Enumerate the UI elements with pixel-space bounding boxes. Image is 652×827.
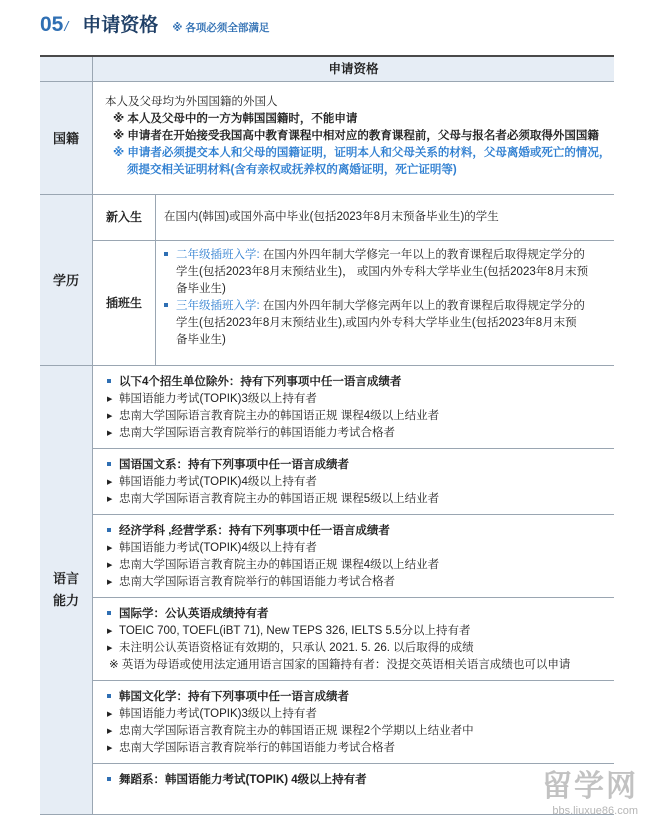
section-slash: / (64, 18, 69, 34)
nationality-line: ※ 申请者在开始接受我国高中教育课程中相对应的教育课程前，父母与报名者必须取得外国国籍 (113, 130, 599, 142)
freshman-label: 新入生 (93, 195, 156, 240)
transfer-line: 学生(包括2023年8月末预结业生),或国内外专科大学毕业生(包括2023年8月末预 (176, 317, 577, 329)
transfer-body (156, 241, 614, 365)
language-requirement-text: 忠南大学国际语言教育院主办的韩国语正规 课程5级以上结业者 (119, 493, 440, 505)
language-requirement (107, 640, 604, 657)
language-requirement (107, 391, 604, 408)
square-bullet-icon (107, 379, 111, 383)
square-bullet-icon (107, 777, 111, 781)
triangle-bullet-icon: ▶ (107, 430, 113, 437)
education-body (93, 195, 614, 365)
language-requirement (107, 706, 604, 723)
header-blank-cell (40, 57, 93, 81)
language-requirement-text: 忠南大学国际语言教育院主办的韩国语正规 课程4级以上结业者 (119, 559, 440, 571)
language-requirement (107, 474, 604, 491)
language-requirement-text: 韩国语能力考试(TOPIK)4级以上持有者 (119, 476, 317, 488)
table-header-row (40, 57, 614, 81)
transfer-line: 学生(包括2023年8月末预结业生)， 或国内外专科大学毕业生(包括2023年8月末预 (176, 266, 589, 278)
language-requirement-text: 韩国语能力考试(TOPIK)3级以上持有者 (119, 393, 317, 405)
section-header (40, 10, 269, 40)
transfer-line: 在国内外四年制大学修完两年以上的教育课程后取得规定学分的 (262, 300, 585, 312)
triangle-bullet-icon: ▶ (107, 711, 113, 718)
education-label: 学历 (40, 195, 93, 365)
section-title: 申请资格 (82, 15, 159, 36)
triangle-bullet-icon: ▶ (107, 628, 113, 635)
language-block-title (107, 689, 604, 706)
language-requirement-text: TOEIC 700, TOEFL(iBT 71), New TEPS 326, IELTS 5.5分以上持有者 (119, 625, 471, 637)
language-block-title-text: 经济学科 ,经营学系：持有下列事项中任一语言成绩者 (119, 525, 390, 537)
transfer-label: 插班生 (93, 241, 156, 365)
transfer-line: 备毕业生) (176, 283, 226, 295)
language-requirement (107, 740, 604, 757)
square-bullet-icon (107, 462, 111, 466)
transfer-lead: 三年级插班入学: (176, 300, 260, 312)
language-block-title (107, 772, 604, 789)
education-row (40, 194, 614, 365)
freshman-row (93, 195, 614, 240)
square-bullet-icon (107, 528, 111, 532)
language-block-title-text: 国语国文系：持有下列事项中任一语言成绩者 (119, 459, 349, 471)
transfer-item (164, 298, 606, 315)
transfer-item (164, 247, 606, 264)
language-block-title (107, 457, 604, 474)
language-block (93, 514, 614, 597)
transfer-lead: 二年级插班入学: (176, 249, 260, 261)
triangle-bullet-icon: ▶ (107, 496, 113, 503)
triangle-bullet-icon: ▶ (107, 728, 113, 735)
triangle-bullet-icon: ▶ (107, 479, 113, 486)
language-requirement (107, 557, 604, 574)
language-body (93, 366, 614, 814)
nationality-line: 须提交相关证明材料(含有亲权或抚养权的离婚证明，死亡证明等) (127, 164, 457, 176)
language-requirement-text: 韩国语能力考试(TOPIK)4级以上持有者 (119, 542, 317, 554)
language-requirement-text: 忠南大学国际语言教育院主办的韩国语正规 课程2个学期以上结业者中 (119, 725, 474, 737)
eligibility-table (40, 55, 614, 815)
triangle-bullet-icon: ▶ (107, 545, 113, 552)
language-requirement (107, 491, 604, 508)
section-number: 05 (40, 13, 64, 36)
language-note: ※ 英语为母语或使用法定通用语言国家的国籍持有者：没提交英语相关语言成绩也可以申请 (109, 659, 571, 671)
language-block (93, 763, 614, 795)
triangle-bullet-icon: ▶ (107, 562, 113, 569)
watermark-logo: 留学网 (542, 770, 638, 803)
language-block (93, 597, 614, 680)
language-requirement-text: 忠南大学国际语言教育院主办的韩国语正规 课程4级以上结业者 (119, 410, 440, 422)
language-block (93, 366, 614, 448)
language-requirement-text: 忠南大学国际语言教育院举行的韩国语能力考试合格者 (119, 427, 395, 439)
nationality-line: ※ 申请者必须提交本人和父母的国籍证明，证明本人和父母关系的材料，父母离婚或死亡的情况， (113, 147, 611, 159)
watermark-url: bbs.liuxue86.com (552, 805, 638, 817)
language-requirement-text: 未注明公认英语资格证有效期的，只承认 2021. 5. 26. 以后取得的成绩 (119, 642, 474, 654)
language-block-title (107, 523, 604, 540)
table-header-title: 申请资格 (93, 57, 614, 81)
transfer-line: 备毕业生) (176, 334, 226, 346)
square-bullet-icon (107, 611, 111, 615)
nationality-line: 本人及父母均为外国国籍的外国人 (105, 96, 278, 108)
nationality-line: ※ 本人及父母中的一方为韩国国籍时，不能申请 (113, 113, 358, 125)
language-requirement-text: 韩国语能力考试(TOPIK)3级以上持有者 (119, 708, 317, 720)
language-block-title-text: 以下4个招生单位除外：持有下列事项中任一语言成绩者 (119, 376, 402, 388)
language-block (93, 680, 614, 763)
nationality-label: 国籍 (40, 82, 93, 194)
language-block-title-text: 国际学：公认英语成绩持有者 (119, 608, 269, 620)
transfer-row (93, 240, 614, 365)
section-note: ※ 各项必须全部满足 (172, 22, 270, 34)
language-row (40, 365, 614, 814)
freshman-text: 在国内(韩国)或国外高中毕业(包括2023年8月末预备毕业生)的学生 (164, 211, 499, 223)
triangle-bullet-icon: ▶ (107, 396, 113, 403)
nationality-body (93, 82, 620, 194)
language-block-title (107, 374, 604, 391)
language-block-title-text: 舞蹈系：韩国语能力考试(TOPIK) 4级以上持有者 (119, 774, 367, 786)
square-bullet-icon (107, 694, 111, 698)
language-block (93, 448, 614, 514)
language-requirement (107, 425, 604, 442)
language-requirement (107, 623, 604, 640)
triangle-bullet-icon: ▶ (107, 745, 113, 752)
language-label: 语言 能力 (40, 366, 93, 814)
triangle-bullet-icon: ▶ (107, 579, 113, 586)
square-bullet-icon (164, 252, 168, 256)
triangle-bullet-icon: ▶ (107, 645, 113, 652)
watermark (542, 761, 638, 817)
language-requirement (107, 540, 604, 557)
language-requirement (107, 723, 604, 740)
square-bullet-icon (164, 303, 168, 307)
nationality-row (40, 81, 614, 194)
language-requirement (107, 408, 604, 425)
language-block-title (107, 606, 604, 623)
language-requirement-text: 忠南大学国际语言教育院举行的韩国语能力考试合格者 (119, 742, 395, 754)
language-block-title-text: 韩国文化学：持有下列事项中任一语言成绩者 (119, 691, 349, 703)
triangle-bullet-icon: ▶ (107, 413, 113, 420)
transfer-line: 在国内外四年制大学修完一年以上的教育课程后取得规定学分的 (262, 249, 585, 261)
language-requirement (107, 574, 604, 591)
language-requirement-text: 忠南大学国际语言教育院举行的韩国语能力考试合格者 (119, 576, 395, 588)
